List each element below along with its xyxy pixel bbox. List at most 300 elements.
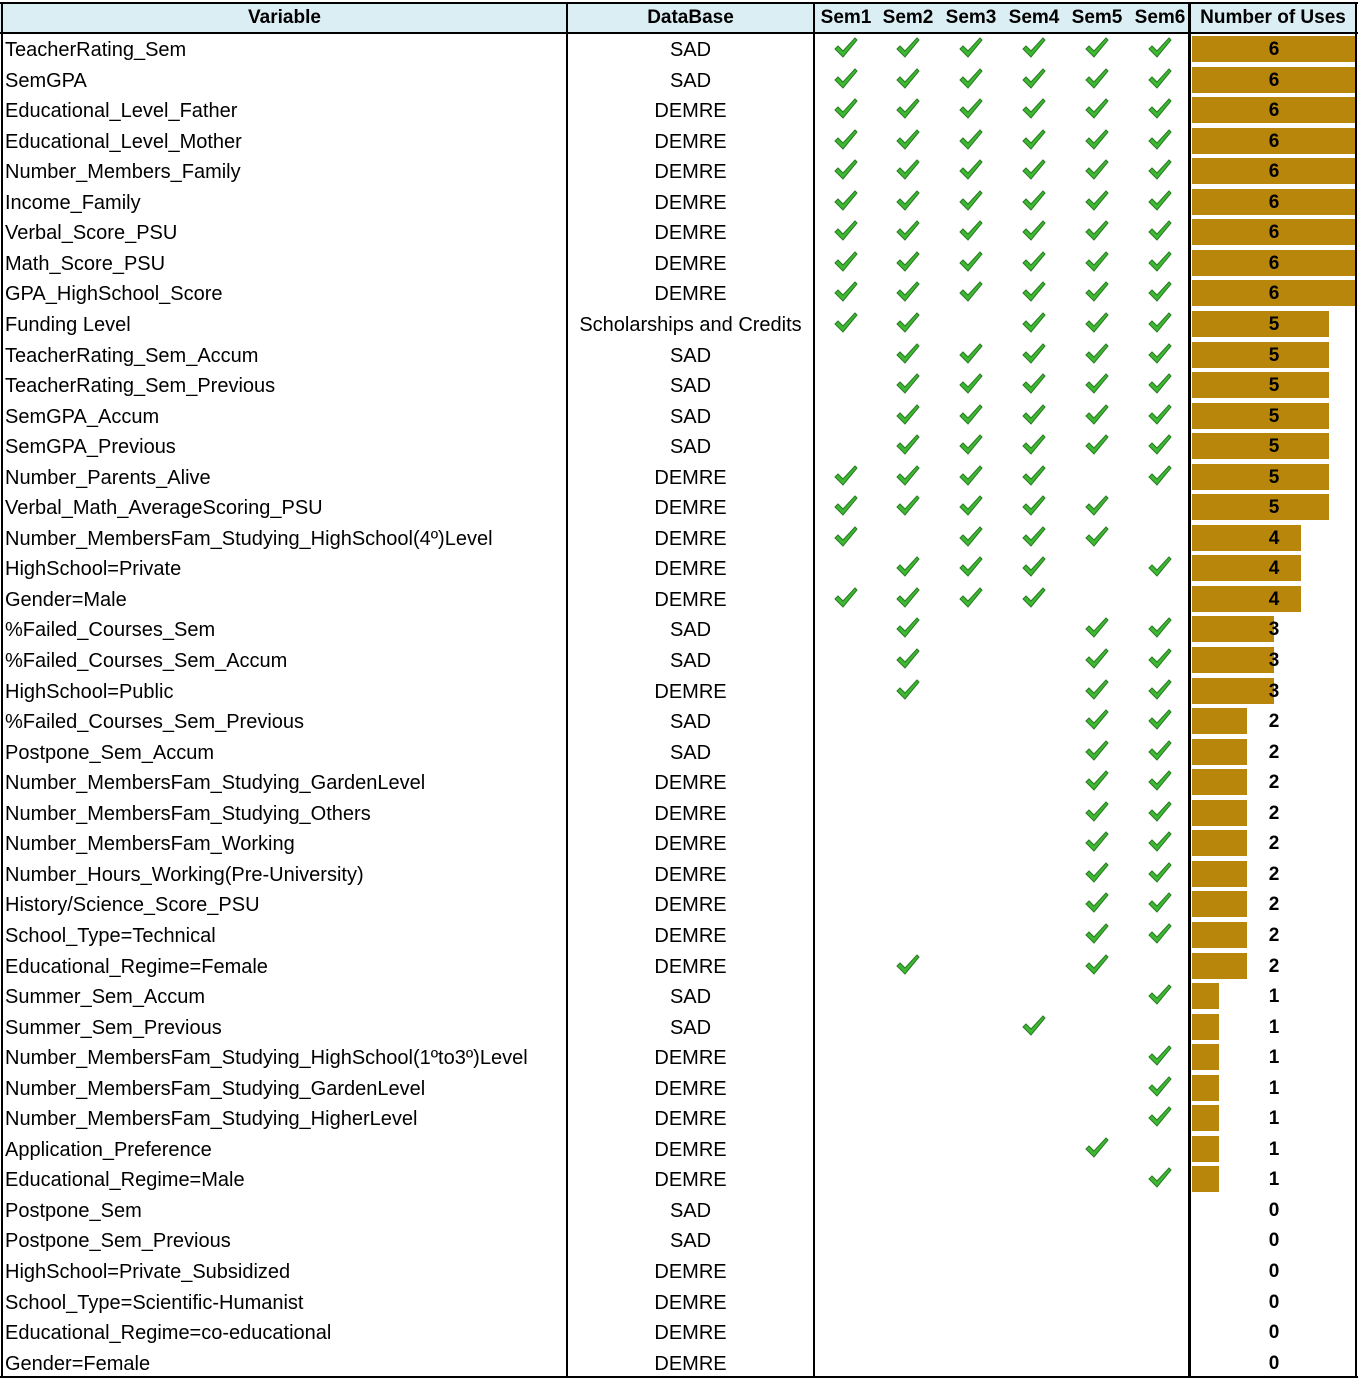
database-name: SAD	[669, 711, 712, 734]
database-name: SAD	[669, 1230, 712, 1253]
database-name: DEMRE	[654, 222, 727, 245]
uses-bar	[1192, 861, 1247, 887]
variable-name: Summer_Sem_Accum	[5, 986, 206, 1009]
variable-name: Verbal_Math_AverageScoring_PSU	[5, 497, 323, 520]
check-icon	[951, 277, 991, 307]
check-icon	[1140, 33, 1180, 63]
check-icon	[1140, 1072, 1180, 1102]
check-icon	[951, 33, 991, 63]
check-icon	[1140, 644, 1180, 674]
uses-count: 2	[1268, 955, 1280, 977]
check-icon	[826, 94, 866, 124]
border-right	[1355, 2, 1357, 1378]
variable-name: Postpone_Sem_Previous	[5, 1230, 231, 1253]
uses-count: 5	[1268, 436, 1280, 458]
uses-bar	[1192, 800, 1247, 826]
check-icon	[826, 308, 866, 338]
variable-name: GPA_HighSchool_Score	[5, 283, 223, 306]
check-icon	[1140, 705, 1180, 735]
database-name: DEMRE	[654, 680, 727, 703]
variable-name: Gender=Female	[5, 1352, 151, 1375]
check-icon	[1140, 155, 1180, 185]
uses-count: 1	[1268, 986, 1280, 1008]
database-name: DEMRE	[654, 1261, 727, 1283]
check-icon	[1077, 950, 1117, 980]
database-name: DEMRE	[654, 1138, 727, 1161]
check-icon	[1014, 339, 1054, 369]
uses-bar	[1192, 1136, 1219, 1162]
check-icon	[1077, 919, 1117, 949]
variable-name: Application_Preference	[5, 1138, 212, 1161]
check-icon	[951, 125, 991, 155]
variable-name: Number_Members_Family	[5, 161, 241, 184]
uses-count: 1	[1268, 1077, 1280, 1099]
check-icon	[826, 155, 866, 185]
variable-name: Number_MembersFam_Studying_HighSchool(4º)Level	[5, 527, 493, 550]
uses-count: 5	[1268, 375, 1280, 397]
database-name: SAD	[669, 436, 712, 459]
check-icon	[1077, 644, 1117, 674]
check-icon	[826, 33, 866, 63]
variable-name: Educational_Level_Mother	[5, 130, 242, 153]
check-icon	[1014, 247, 1054, 277]
check-icon	[1140, 766, 1180, 796]
uses-count: 0	[1268, 1199, 1280, 1221]
variable-name: TeacherRating_Sem_Accum	[5, 344, 259, 367]
header-sem2: Sem2	[882, 7, 934, 28]
check-icon	[951, 64, 991, 94]
variable-name: SemGPA	[5, 69, 87, 92]
database-name: SAD	[669, 69, 712, 92]
check-icon	[1140, 64, 1180, 94]
uses-count: 0	[1268, 1261, 1280, 1282]
variable-name: Educational_Regime=Male	[5, 1169, 245, 1192]
variable-name: Number_Parents_Alive	[5, 466, 211, 489]
database-name: SAD	[669, 1016, 712, 1039]
check-icon	[1014, 155, 1054, 185]
database-name: DEMRE	[654, 833, 727, 856]
uses-bar	[1192, 1166, 1219, 1192]
database-name: SAD	[669, 39, 712, 61]
check-icon	[1014, 583, 1054, 613]
header-number-of-uses: Number of Uses	[1200, 7, 1346, 28]
border-top	[0, 2, 1358, 4]
database-name: DEMRE	[654, 1291, 727, 1314]
check-icon	[1014, 33, 1054, 63]
variable-name: Number_Hours_Working(Pre-University)	[5, 863, 364, 886]
header-sem4: Sem4	[1008, 7, 1060, 28]
uses-count: 5	[1268, 405, 1280, 427]
check-icon	[826, 583, 866, 613]
uses-count: 6	[1268, 191, 1280, 213]
database-name: SAD	[669, 1199, 712, 1222]
check-icon	[1077, 858, 1117, 888]
variable-name: Income_Family	[5, 191, 141, 214]
database-name: DEMRE	[654, 100, 727, 123]
check-icon	[826, 491, 866, 521]
database-name: DEMRE	[654, 283, 727, 306]
uses-count: 0	[1268, 1291, 1280, 1313]
database-name: DEMRE	[654, 130, 727, 153]
check-icon	[1140, 552, 1180, 582]
uses-count: 4	[1268, 558, 1280, 580]
check-icon	[1077, 94, 1117, 124]
check-icon	[888, 94, 928, 124]
check-icon	[1140, 339, 1180, 369]
uses-count: 2	[1268, 894, 1280, 916]
check-icon	[826, 64, 866, 94]
uses-count: 1	[1268, 1169, 1280, 1191]
check-icon	[1077, 64, 1117, 94]
check-icon	[1140, 125, 1180, 155]
variable-name: Number_MembersFam_Studying_HigherLevel	[5, 1108, 418, 1131]
check-icon	[1140, 980, 1180, 1010]
database-name: DEMRE	[654, 924, 727, 947]
variable-name: SemGPA_Accum	[5, 405, 160, 428]
variable-name: Funding Level	[5, 313, 131, 336]
variable-name: Educational_Level_Father	[5, 100, 238, 123]
database-name: DEMRE	[654, 1077, 727, 1100]
uses-count: 6	[1268, 69, 1280, 91]
check-icon	[1077, 155, 1117, 185]
database-name: DEMRE	[654, 161, 727, 184]
check-icon	[1077, 247, 1117, 277]
uses-count: 0	[1268, 1322, 1280, 1344]
database-name: DEMRE	[654, 1047, 727, 1070]
check-icon	[1077, 675, 1117, 705]
variable-name: Number_MembersFam_Studying_GardenLevel	[5, 1077, 426, 1100]
header-separator	[0, 32, 1358, 34]
database-name: DEMRE	[654, 191, 727, 214]
check-icon	[1014, 186, 1054, 216]
database-name: DEMRE	[654, 527, 727, 550]
check-icon	[951, 369, 991, 399]
variable-name: School_Type=Technical	[5, 924, 216, 947]
variable-name: %Failed_Courses_Sem_Accum	[5, 650, 288, 672]
uses-bar	[1192, 922, 1247, 948]
variable-name: TeacherRating_Sem	[5, 39, 187, 61]
header-variable: Variable	[248, 7, 321, 28]
uses-count: 6	[1268, 252, 1280, 274]
check-icon	[826, 461, 866, 491]
uses-count: 2	[1268, 802, 1280, 824]
check-icon	[888, 430, 928, 460]
check-icon	[951, 155, 991, 185]
check-icon	[1140, 675, 1180, 705]
check-icon	[1140, 919, 1180, 949]
uses-bar	[1192, 739, 1247, 765]
check-icon	[1077, 216, 1117, 246]
variable-name: %Failed_Courses_Sem	[5, 619, 216, 642]
check-icon	[1077, 125, 1117, 155]
uses-count: 2	[1268, 863, 1280, 885]
database-name: SAD	[669, 405, 712, 428]
database-name: DEMRE	[654, 863, 727, 886]
check-icon	[951, 461, 991, 491]
check-icon	[888, 583, 928, 613]
check-icon	[1014, 491, 1054, 521]
check-icon	[1140, 613, 1180, 643]
database-name: DEMRE	[654, 588, 727, 611]
check-icon	[888, 308, 928, 338]
uses-count: 2	[1268, 711, 1280, 733]
check-icon	[888, 400, 928, 430]
check-icon	[1077, 186, 1117, 216]
check-icon	[1077, 705, 1117, 735]
check-icon	[1014, 94, 1054, 124]
database-name: DEMRE	[654, 1322, 727, 1345]
variable-name: History/Science_Score_PSU	[5, 894, 260, 917]
check-icon	[888, 216, 928, 246]
database-name: DEMRE	[654, 894, 727, 917]
check-icon	[1140, 1041, 1180, 1071]
variable-name: HighSchool=Private	[5, 558, 182, 581]
check-icon	[951, 94, 991, 124]
check-icon	[951, 339, 991, 369]
uses-count: 5	[1268, 344, 1280, 366]
uses-count: 5	[1268, 497, 1280, 519]
variable-name: %Failed_Courses_Sem_Previous	[5, 711, 305, 734]
column-divider-semesters	[1188, 2, 1191, 1378]
check-icon	[826, 247, 866, 277]
check-icon	[1014, 125, 1054, 155]
header-sem5: Sem5	[1071, 7, 1123, 28]
check-icon	[888, 613, 928, 643]
uses-count: 2	[1268, 924, 1280, 946]
check-icon	[888, 644, 928, 674]
check-icon	[888, 277, 928, 307]
uses-count: 6	[1268, 130, 1280, 152]
check-icon	[1077, 797, 1117, 827]
check-icon	[1077, 827, 1117, 857]
uses-count: 1	[1268, 1047, 1280, 1069]
check-icon	[951, 491, 991, 521]
uses-count: 2	[1268, 772, 1280, 794]
check-icon	[1077, 522, 1117, 552]
check-icon	[951, 216, 991, 246]
check-icon	[1140, 1163, 1180, 1193]
check-icon	[888, 461, 928, 491]
uses-count: 4	[1268, 588, 1280, 610]
check-icon	[1077, 613, 1117, 643]
check-icon	[826, 277, 866, 307]
uses-bar	[1192, 983, 1219, 1009]
uses-count: 6	[1268, 100, 1280, 122]
variable-name: Number_MembersFam_Studying_Others	[5, 802, 371, 825]
check-icon	[888, 491, 928, 521]
uses-count: 3	[1268, 650, 1280, 671]
database-name: DEMRE	[654, 558, 727, 581]
variable-name: Summer_Sem_Previous	[5, 1016, 222, 1039]
check-icon	[1077, 766, 1117, 796]
database-name: DEMRE	[654, 497, 727, 520]
variable-name: School_Type=Scientific-Humanist	[5, 1291, 304, 1314]
uses-count: 3	[1268, 680, 1280, 702]
check-icon	[1140, 308, 1180, 338]
uses-count: 2	[1268, 741, 1280, 763]
variable-name: HighSchool=Private_Subsidized	[5, 1261, 291, 1283]
uses-bar	[1192, 1105, 1219, 1131]
check-icon	[1077, 400, 1117, 430]
uses-count: 6	[1268, 39, 1280, 60]
check-icon	[951, 583, 991, 613]
check-icon	[1140, 858, 1180, 888]
header-sem6: Sem6	[1134, 7, 1186, 28]
uses-count: 6	[1268, 283, 1280, 305]
check-icon	[1140, 1102, 1180, 1132]
check-icon	[1014, 369, 1054, 399]
uses-count: 6	[1268, 222, 1280, 244]
database-name: DEMRE	[654, 772, 727, 795]
database-name: SAD	[669, 619, 712, 642]
variable-name: Postpone_Sem_Accum	[5, 741, 215, 764]
database-name: DEMRE	[654, 1108, 727, 1131]
variable-name: Postpone_Sem	[5, 1199, 142, 1222]
check-icon	[888, 339, 928, 369]
database-name: SAD	[669, 375, 712, 398]
border-bottom	[0, 1376, 1358, 1378]
check-icon	[1140, 430, 1180, 460]
variable-name: Math_Score_PSU	[5, 252, 166, 275]
check-icon	[1077, 491, 1117, 521]
uses-count: 2	[1268, 833, 1280, 855]
variable-name: TeacherRating_Sem_Previous	[5, 375, 276, 398]
uses-count: 0	[1268, 1352, 1280, 1374]
check-icon	[1140, 369, 1180, 399]
variable-name: SemGPA_Previous	[5, 436, 176, 459]
check-icon	[1140, 277, 1180, 307]
variable-name: HighSchool=Public	[5, 680, 174, 703]
check-icon	[951, 186, 991, 216]
check-icon	[888, 675, 928, 705]
uses-bar	[1192, 708, 1247, 734]
header-database: DataBase	[647, 7, 734, 28]
check-icon	[826, 125, 866, 155]
uses-bar	[1192, 1075, 1219, 1101]
uses-count: 1	[1268, 1016, 1280, 1038]
check-icon	[1014, 461, 1054, 491]
check-icon	[1140, 400, 1180, 430]
check-icon	[1014, 308, 1054, 338]
database-name: SAD	[669, 650, 712, 672]
check-icon	[1140, 827, 1180, 857]
uses-bar	[1192, 830, 1247, 856]
uses-bar	[1192, 953, 1247, 979]
check-icon	[1077, 308, 1117, 338]
database-name: SAD	[669, 741, 712, 764]
border-left	[1, 2, 3, 1378]
check-icon	[1014, 216, 1054, 246]
check-icon	[951, 552, 991, 582]
column-divider-variable	[566, 2, 568, 1378]
check-icon	[826, 522, 866, 552]
check-icon	[1140, 461, 1180, 491]
check-icon	[888, 247, 928, 277]
check-icon	[1077, 736, 1117, 766]
variable-name: Verbal_Score_PSU	[5, 222, 178, 245]
uses-count: 1	[1268, 1138, 1280, 1160]
database-name: DEMRE	[654, 1169, 727, 1192]
check-icon	[888, 155, 928, 185]
database-name: DEMRE	[654, 802, 727, 825]
check-icon	[951, 430, 991, 460]
database-name: DEMRE	[654, 1352, 727, 1375]
check-icon	[1140, 888, 1180, 918]
check-icon	[951, 400, 991, 430]
check-icon	[888, 369, 928, 399]
check-icon	[1140, 94, 1180, 124]
check-icon	[1077, 430, 1117, 460]
variable-name: Educational_Regime=Female	[5, 955, 268, 978]
check-icon	[1140, 736, 1180, 766]
check-icon	[1077, 888, 1117, 918]
check-icon	[888, 33, 928, 63]
check-icon	[1014, 64, 1054, 94]
check-icon	[888, 552, 928, 582]
database-name: DEMRE	[654, 252, 727, 275]
uses-count: 5	[1268, 313, 1280, 335]
variable-name: Number_MembersFam_Working	[5, 833, 295, 856]
variable-name: Gender=Male	[5, 588, 127, 611]
check-icon	[1014, 552, 1054, 582]
column-divider-database	[813, 2, 815, 1378]
check-icon	[1077, 369, 1117, 399]
check-icon	[1077, 33, 1117, 63]
database-name: SAD	[669, 344, 712, 367]
variable-name: Number_MembersFam_Studying_GardenLevel	[5, 772, 426, 795]
uses-bar	[1192, 769, 1247, 795]
uses-count: 1	[1268, 1108, 1280, 1130]
uses-count: 5	[1268, 466, 1280, 488]
check-icon	[888, 125, 928, 155]
database-name: Scholarships and Credits	[579, 313, 802, 336]
check-icon	[1077, 339, 1117, 369]
uses-bar	[1192, 891, 1247, 917]
check-icon	[1014, 522, 1054, 552]
check-icon	[888, 186, 928, 216]
check-icon	[951, 522, 991, 552]
database-name: DEMRE	[654, 466, 727, 489]
check-icon	[1140, 247, 1180, 277]
header-sem3: Sem3	[945, 7, 997, 28]
check-icon	[1140, 186, 1180, 216]
database-name: DEMRE	[654, 955, 727, 978]
check-icon	[1140, 216, 1180, 246]
check-icon	[951, 247, 991, 277]
uses-bar	[1192, 1044, 1219, 1070]
check-icon	[1077, 277, 1117, 307]
uses-count: 4	[1268, 527, 1280, 549]
check-icon	[826, 186, 866, 216]
check-icon	[1014, 1011, 1054, 1041]
uses-count: 6	[1268, 161, 1280, 183]
uses-count: 0	[1268, 1230, 1280, 1252]
check-icon	[1140, 797, 1180, 827]
check-icon	[1014, 430, 1054, 460]
check-icon	[1014, 400, 1054, 430]
uses-bar	[1192, 1014, 1219, 1040]
header-sem1: Sem1	[820, 7, 872, 28]
check-icon	[888, 64, 928, 94]
check-icon	[888, 950, 928, 980]
uses-count: 3	[1268, 619, 1280, 641]
check-icon	[1014, 277, 1054, 307]
variable-name: Number_MembersFam_Studying_HighSchool(1ºto3º)Level	[5, 1047, 528, 1070]
database-name: SAD	[669, 986, 712, 1009]
check-icon	[1077, 1133, 1117, 1163]
variable-name: Educational_Regime=co-educational	[5, 1322, 332, 1345]
check-icon	[826, 216, 866, 246]
